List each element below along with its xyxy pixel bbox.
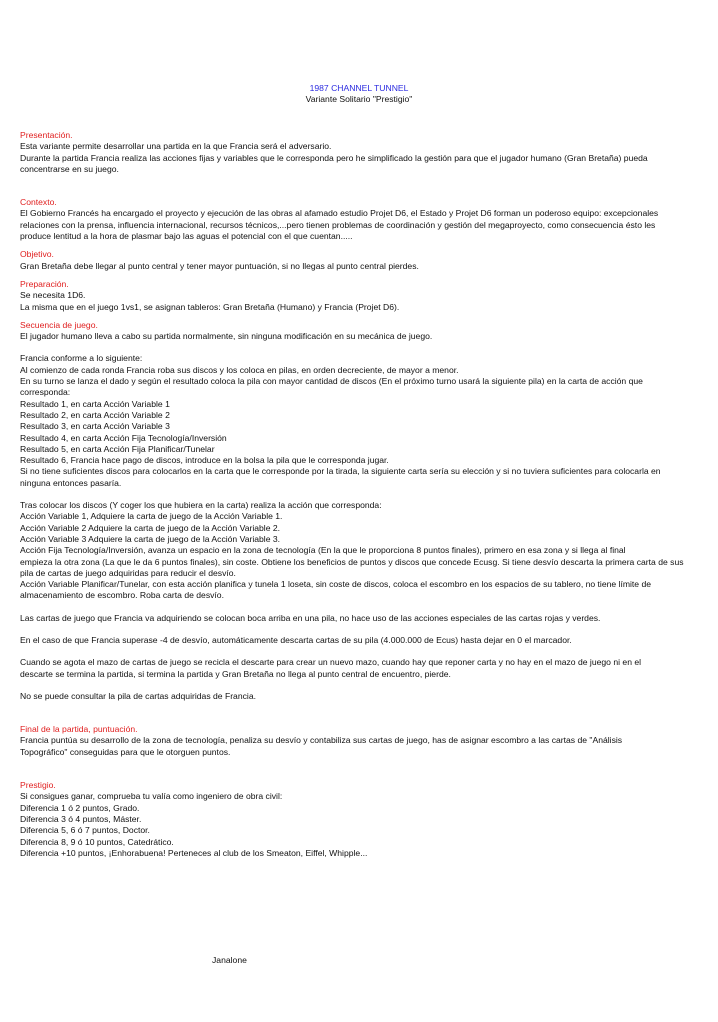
body-line: corresponda: [20,387,71,398]
body-line: Resultado 6, Francia hace pago de discos, introduce en la bolsa la pila que le corresponda jugar. [20,455,389,466]
document-title: 1987 CHANNEL TUNNEL [309,83,409,93]
body-line: Diferencia 5, 6 ó 7 puntos, Doctor. [20,825,150,836]
body-line: descarte se termina la partida, si termina la partida y Gran Bretaña no llega al punto central de encuentro, pierde. [20,668,451,679]
body-line: Tras colocar los discos (Y coger los que hubiera en la carta) realiza la acción que corresponda: [20,500,382,511]
document-subtitle: Variante Solitario "Prestigio" [305,94,413,105]
body-line: almacenamiento de escombro. Roba carta de desvío. [20,590,224,601]
section-objetivo [20,249,706,272]
section-heading: Presentación. [20,130,73,140]
body-line: Resultado 1, en carta Acción Variable 1 [20,398,170,409]
body-line: Cuando se agota el mazo de cartas de juego se recicla el descarte para crear un nuevo mazo, cuando hay que reponer carta y no hay en el mazo de juego ni en el [20,657,642,668]
body-line: Resultado 5, en carta Acción Fija Planificar/Tunelar [20,443,215,454]
section-final [20,724,706,758]
section-prestigio [20,780,706,859]
body-line: Si no tiene suficientes discos para colocarlos en la carta que le corresponde por la tirada, la siguiente carta sería su elección y si no tuviera suficientes para colocarla en [20,466,661,477]
body-line: Durante la partida Francia realiza las acciones fijas y variables que le corresponda pero he simplificado la gestión para que el jugador humano (Gran Bretaña) pueda [20,152,648,163]
body-line: Francia conforme a lo siguiente: [20,353,143,364]
section-heading: Preparación. [20,278,69,289]
body-line: pila de cartas de juego adquiridas para reducir el desvío. [20,567,236,578]
section-heading: Prestigio. [20,780,56,791]
body-line: Diferencia 3 ó 4 puntos, Máster. [20,813,142,824]
body-line: empieza la otra zona (La que le da 6 puntos finales), sin coste. Obtiene los beneficios de puntos y discos que concede Ecusg. Si tiene desvío descarta la primera carta de sus [20,556,684,567]
body-line: Acción Variable 3 Adquiere la carta de juego de la Acción Variable 3. [20,533,281,544]
paragraph-mazo [20,657,706,680]
body-line: Acción Variable Planificar/Tunelar, con esta acción planifica y tunela 1 loseta, sin coste de discos, coloca el escombro en los espacios de su tablero, no tiene límite de [20,579,652,590]
section-preparacion [20,279,706,313]
body-line: Gran Bretaña debe llegar al punto central y tener mayor puntuación, si no llegas al punto central pierdes. [20,260,419,271]
body-line: Diferencia +10 puntos, ¡Enhorabuena! Perteneces al club de los Smeaton, Eiffel, Whipple... [20,847,368,858]
body-line: Esta variante permite desarrollar una partida en la que Francia será el adversario. [20,141,332,152]
section-acciones [20,500,706,602]
body-line: Se necesita 1D6. [20,290,86,301]
section-heading: Final de la partida, puntuación. [20,724,138,735]
section-secuencia [20,320,706,343]
body-line: Topográfico" conseguidas para que le otorguen puntos. [20,746,231,757]
section-francia-reglas [20,353,706,489]
body-line: Acción Variable 2 Adquiere la carta de juego de la Acción Variable 2. [20,522,281,533]
body-line: Acción Fija Tecnología/Inversión, avanza un espacio en la zona de tecnología (En la que le proporciona 8 puntos finales), primero en esa zona y si llega al final [20,545,626,556]
body-line: concentrarse en su juego. [20,163,119,174]
body-line: Si consigues ganar, comprueba tu valía como ingeniero de obra civil: [20,791,283,802]
section-heading: Secuencia de juego. [20,319,98,330]
body-line: Francia puntúa su desarrollo de la zona de tecnología, penaliza su desvío y contabiliza sus cartas de juego, has de asignar escombro a las cartas de "Análisis [20,735,623,746]
section-heading: Objetivo. [20,249,54,260]
document-body [20,130,706,859]
section-presentacion [20,130,706,175]
body-line: La misma que en el juego 1vs1, se asignan tableros: Gran Bretaña (Humano) y Francia (Projet D6). [20,301,400,312]
body-line: Al comienzo de cada ronda Francia roba sus discos y los coloca en pilas, en orden decreciente, de mayor a menor. [20,364,459,375]
body-line: Diferencia 1 ó 2 puntos, Grado. [20,802,140,813]
body-line: Resultado 4, en carta Acción Fija Tecnología/Inversión [20,432,227,443]
body-line: El jugador humano lleva a cabo su partida normalmente, sin ninguna modificación en su mecánica de juego. [20,331,433,342]
body-line: produce lentitud a la hora de plasmar bajo las aguas el potencial con el que cuentan..... [20,231,353,242]
body-line: Acción Variable 1, Adquiere la carta de juego de la Acción Variable 1. [20,511,283,522]
paragraph-cartas: Las cartas de juego que Francia va adquiriendo se colocan boca arriba en una pila, no hace uso de las acciones especiales de las cartas rojas y verdes. [20,612,601,623]
section-contexto [20,197,706,242]
section-heading: Contexto. [20,197,57,208]
paragraph-desvio: En el caso de que Francia superase -4 de desvío, automáticamente descarta cartas de su pila (4.000.000 de Ecus) hasta dejar en 0 el marcador. [20,634,572,645]
body-line: El Gobierno Francés ha encargado el proyecto y ejecución de las obras al afamado estudio Projet D6, el Estado y Projet D6 forman un poderoso equipo: excepcionales [20,208,659,219]
body-line: Diferencia 8, 9 ó 10 puntos, Catedrático. [20,836,174,847]
body-line: En su turno se lanza el dado y según el resultado coloca la pila con mayor cantidad de discos (En el próximo turno usará la siguiente pila) en la carta de acción que [20,376,643,387]
title-block [0,83,718,106]
paragraph-consultar: No se puede consultar la pila de cartas adquiridas de Francia. [20,690,256,701]
body-line: relaciones con la prensa, influencia internacional, recursos técnicos,...pero tienen problemas de coordinación y gestión del megaproyecto, como consecuencia ésto les [20,219,656,230]
body-line: ninguna entonces pasaría. [20,477,122,488]
body-line: Resultado 2, en carta Acción Variable 2 [20,409,170,420]
body-line: Resultado 3, en carta Acción Variable 3 [20,421,170,432]
signature: Janalone [212,955,247,965]
